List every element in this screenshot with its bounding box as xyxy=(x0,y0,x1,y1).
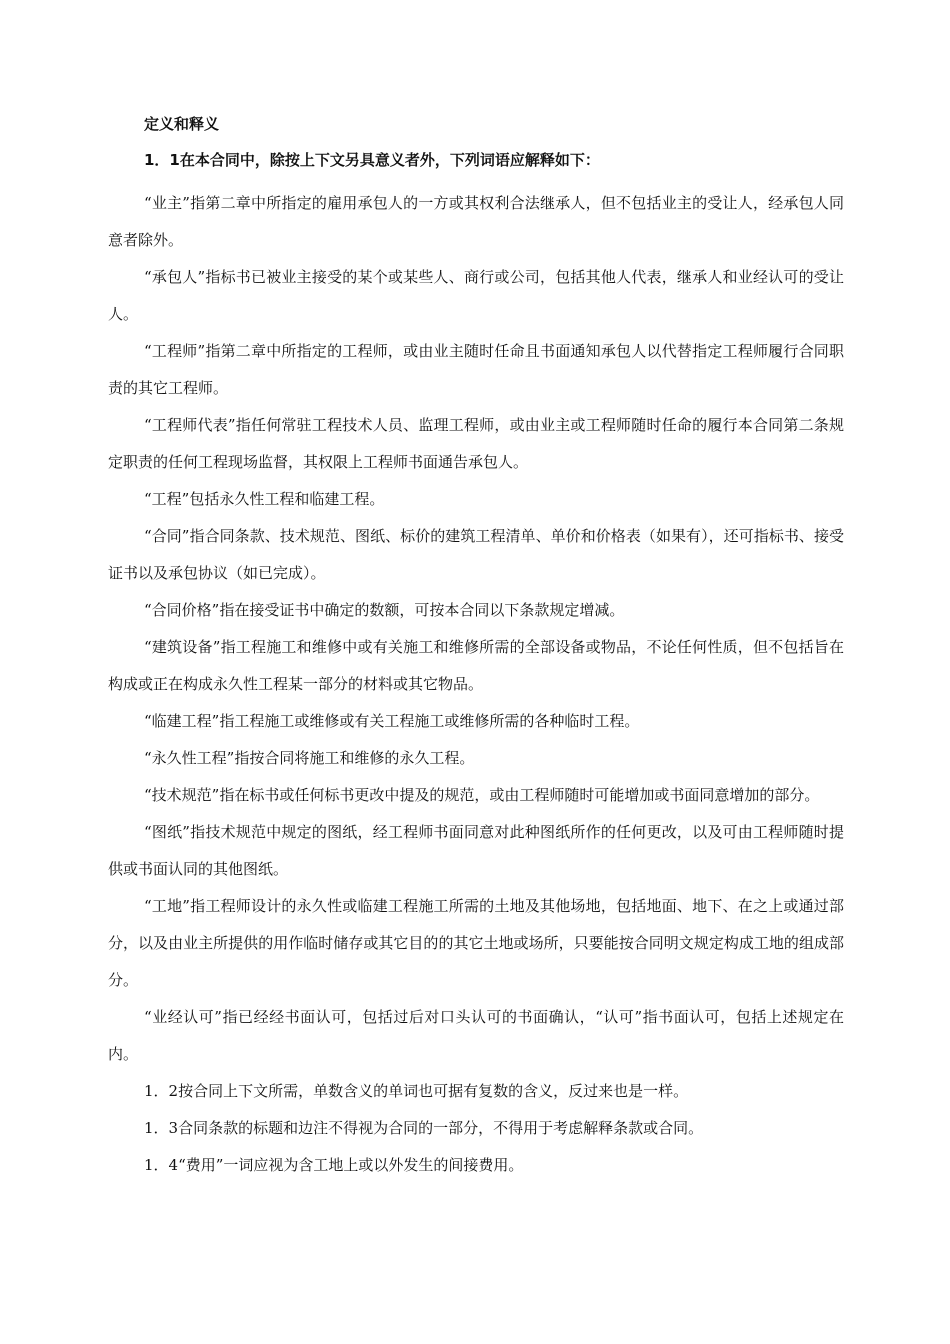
definition-site: “工地”指工程师设计的永久性或临建工程施工所需的土地及其他场地，包括地面、地下、在之上或通过部分，以及由业主所提供的用作临时储存或其它目的的其它土地或场所，只要能按合同明文规定构成工地的组成部分。 xyxy=(108,897,844,989)
definition-temporary-works: “临建工程”指工程施工或维修或有关工程施工或维修所需的各种临时工程。 xyxy=(144,712,640,730)
section-heading: 定义和释义 xyxy=(144,115,220,133)
definition-approved: “业经认可”指已经经书面认可，包括过后对口头认可的书面确认，“认可”指书面认可，包括上述规定在内。 xyxy=(108,1008,844,1063)
definition-contract-price: “合同价格”指在接受证书中确定的数额，可按本合同以下条款规定增减。 xyxy=(144,601,625,619)
definition-works: “工程”包括永久性工程和临建工程。 xyxy=(144,490,385,508)
definition-specification: “技术规范”指在标书或任何标书更改中提及的规范，或由工程师随时可能增加或书面同意增加的部分。 xyxy=(144,786,820,804)
clause-1-1: 1．1在本合同中，除按上下文另具意义者外，下列词语应解释如下： xyxy=(144,151,600,169)
definition-engineer-representative: “工程师代表”指任何常驻工程技术人员、监理工程师，或由业主或工程师随时任命的履行本合同第二条规定职责的任何工程现场监督，其权限上工程师书面通告承包人。 xyxy=(108,416,844,471)
clause-1-3: 1．3合同条款的标题和边注不得视为合同的一部分，不得用于考虑解释条款或合同。 xyxy=(144,1119,704,1137)
definition-permanent-works: “永久性工程”指按合同将施工和维修的永久工程。 xyxy=(144,749,475,767)
definition-contractor: “承包人”指标书已被业主接受的某个或某些人、商行或公司，包括其他人代表，继承人和业经认可的受让人。 xyxy=(108,268,844,323)
definition-owner: “业主”指第二章中所指定的雇用承包人的一方或其权利合法继承人，但不包括业主的受让人，经承包人同意者除外。 xyxy=(108,194,844,249)
definition-contract: “合同”指合同条款、技术规范、图纸、标价的建筑工程清单、单价和价格表（如果有），还可指标书、接受证书以及承包协议（如已完成）。 xyxy=(108,527,844,582)
definition-construction-equipment: “建筑设备”指工程施工和维修中或有关施工和维修所需的全部设备或物品，不论任何性质，但不包括旨在构成或正在构成永久性工程某一部分的材料或其它物品。 xyxy=(108,638,844,693)
definition-engineer: “工程师”指第二章中所指定的工程师，或由业主随时任命且书面通知承包人以代替指定工程师履行合同职责的其它工程师。 xyxy=(108,342,844,397)
document-body xyxy=(108,112,844,1184)
definition-drawings: “图纸”指技术规范中规定的图纸，经工程师书面同意对此种图纸所作的任何更改，以及可由工程师随时提供或书面认同的其他图纸。 xyxy=(108,823,844,878)
clause-1-2: 1．2按合同上下文所需，单数含义的单词也可据有复数的含义，反过来也是一样。 xyxy=(144,1082,689,1100)
clause-1-4: 1．4“费用”一词应视为含工地上或以外发生的间接费用。 xyxy=(144,1156,524,1174)
